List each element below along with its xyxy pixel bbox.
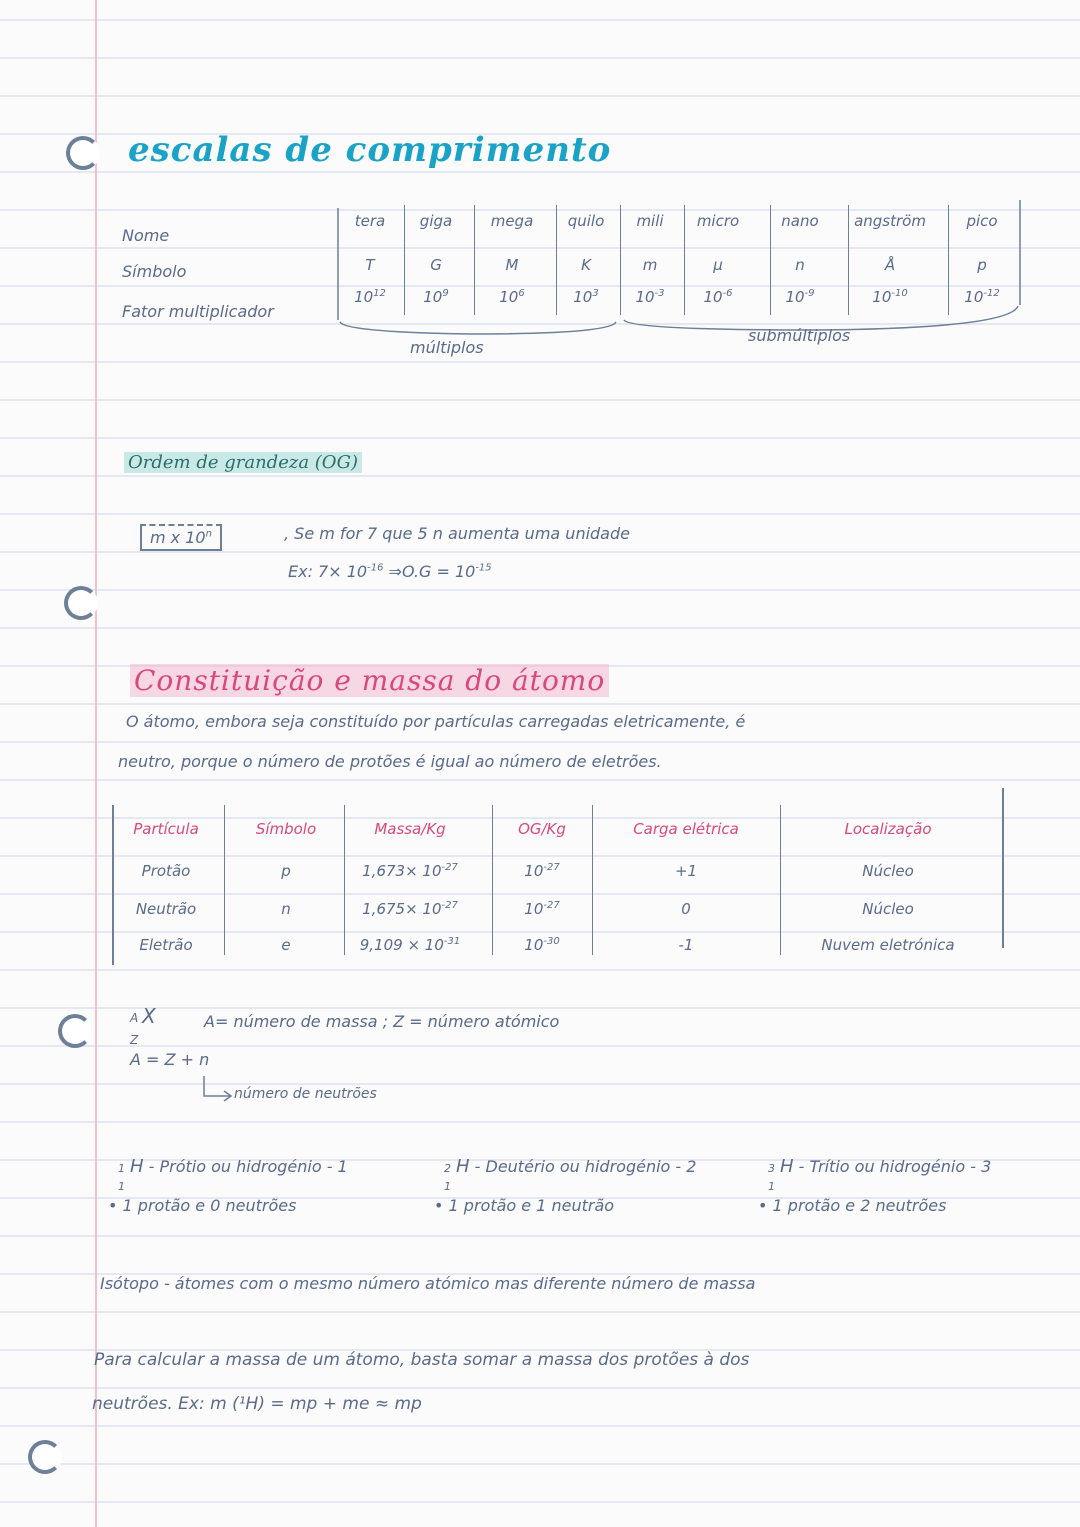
scale-symbol-mega: M: [505, 256, 519, 274]
particle-cell-location: Núcleo: [862, 900, 914, 918]
og-example-exp: -16: [367, 562, 384, 574]
particle-cell-symbol: p: [281, 862, 291, 880]
isotope-mass-number: 1: [118, 1162, 125, 1175]
binder-ring-3: [58, 1014, 92, 1048]
scale-factor-base: 10: [423, 288, 443, 306]
scale-factor-exp: -12: [983, 288, 1000, 299]
particle-header-3: OG/Kg: [518, 820, 566, 838]
particle-og-exp: -27: [543, 862, 560, 873]
scale-name-tera: tera: [354, 212, 386, 230]
isotope-name: - Deutério ou hidrogénio - 2: [474, 1157, 697, 1176]
scale-name-mega: mega: [490, 212, 534, 230]
particle-cell-location: Nuvem eletrónica: [821, 936, 955, 954]
scale-factor-exp: 6: [518, 288, 525, 299]
og-formula-base: m x 10: [150, 528, 206, 547]
particle-header-0: Partícula: [133, 820, 199, 838]
nuclide-notation: [128, 1004, 156, 1047]
particle-cell-symbol: e: [281, 936, 291, 954]
particle-table-border: [112, 805, 114, 965]
isotope-composition-text: 1 protão e 0 neutrões: [122, 1196, 297, 1215]
scale-factor-exp: -9: [804, 288, 815, 299]
scale-factor-base: 10: [785, 288, 805, 306]
particle-og-exp: -27: [543, 900, 560, 911]
og-example: [288, 562, 492, 581]
atom-paragraph-line2: neutro, porque o número de protões é igual ao número de eletrões.: [118, 752, 662, 771]
isotope-composition: [108, 1196, 296, 1215]
nuclide-symbol: X: [142, 1004, 156, 1028]
particle-og-exp: -30: [543, 936, 560, 947]
isotope-atomic-number: 1: [768, 1180, 775, 1193]
og-example-base: Ex: 7× 10: [288, 562, 368, 581]
atom-title-text: Constituição e massa do átomo: [130, 664, 609, 697]
particle-cell-location: Núcleo: [862, 862, 914, 880]
row-label-name: Nome: [122, 226, 170, 245]
scale-factor-exp: 9: [442, 288, 449, 299]
isotope-atomic-number: 1: [444, 1180, 451, 1193]
scale-factor-exp: -3: [654, 288, 665, 299]
particle-table-border: [1002, 788, 1004, 948]
scales-braces: [0, 0, 1080, 380]
particle-og-base: 10: [524, 900, 544, 918]
scale-name-micro: micro: [696, 212, 740, 230]
scale-symbol-mili: m: [642, 256, 658, 274]
scale-symbol-giga: G: [430, 256, 442, 274]
scale-factor-base: 10: [573, 288, 593, 306]
scale-name-pico: pico: [966, 212, 998, 230]
scale-name-angström: angström: [854, 212, 926, 230]
isotope-3: [768, 1156, 992, 1193]
particle-header-2: Massa/Kg: [374, 820, 446, 838]
particle-cell-particle: Eletrão: [139, 936, 193, 954]
binder-ring-2: [64, 586, 98, 620]
bullet-icon: •: [434, 1196, 444, 1215]
particle-mass-exp: -31: [443, 936, 461, 947]
atom-title: [130, 664, 609, 697]
og-example-result: ⇒O.G = 10: [388, 562, 476, 581]
notation-equation: A = Z + n: [130, 1050, 210, 1069]
scale-symbol-tera: T: [365, 256, 375, 274]
particle-mass-exp: -27: [441, 900, 458, 911]
particle-mass-exp: -27: [441, 862, 458, 873]
particle-header-4: Carga elétrica: [633, 820, 739, 838]
scale-name-mili: mili: [636, 212, 664, 230]
scale-factor-exp: 12: [373, 288, 386, 299]
scale-factor-exp: -10: [891, 288, 908, 299]
isotope-1: [118, 1156, 348, 1193]
mass-calc-line1: Para calcular a massa de um átomo, basta somar a massa dos protões à dos: [94, 1350, 750, 1370]
isotope-composition-text: 1 protão e 2 neutrões: [772, 1196, 947, 1215]
isotope-mass-number: 3: [768, 1162, 775, 1175]
particle-mass-base: 1,675× 10: [362, 900, 442, 918]
neutron-note: número de neutrões: [234, 1086, 377, 1102]
particle-mass-base: 1,673× 10: [362, 862, 442, 880]
scale-factor-exp: 3: [592, 288, 599, 299]
arrow-icon: [200, 1074, 236, 1104]
scale-factor-base: 10: [499, 288, 519, 306]
particle-cell-charge: -1: [678, 936, 694, 954]
scale-factor-base: 10: [635, 288, 655, 306]
multiples-label: múltiplos: [410, 338, 484, 357]
nuclide-sup: A: [130, 1011, 139, 1025]
og-formula-exp: n: [205, 528, 212, 540]
scale-symbol-micro: μ: [713, 256, 723, 274]
isotope-composition: [434, 1196, 614, 1215]
particle-og-base: 10: [524, 862, 544, 880]
mass-calc-line2: neutrões. Ex: m (¹H) = mp + me ≈ mp: [92, 1394, 422, 1414]
submultiples-label: submúltiplos: [748, 326, 851, 345]
binder-ring-4: [28, 1440, 62, 1474]
nuclide-sub: Z: [130, 1033, 139, 1047]
particle-column-divider: [780, 805, 781, 955]
scale-symbol-pico: p: [977, 256, 987, 274]
particle-cell-particle: Protão: [141, 862, 191, 880]
bullet-icon: •: [758, 1196, 768, 1215]
scales-title: escalas de comprimento: [128, 130, 612, 170]
particle-cell-particle: Neutrão: [135, 900, 197, 918]
isotope-symbol: H: [456, 1156, 470, 1177]
isotope-symbol: H: [780, 1156, 794, 1177]
scale-name-quilo: quilo: [567, 212, 605, 230]
scale-name-nano: nano: [781, 212, 819, 230]
scale-name-giga: giga: [419, 212, 453, 230]
notation-legend: A= número de massa ; Z = número atómico: [204, 1012, 560, 1031]
particle-cell-symbol: n: [281, 900, 291, 918]
isotope-composition: [758, 1196, 946, 1215]
og-formula: [140, 524, 222, 551]
bullet-icon: •: [108, 1196, 118, 1215]
isotope-name: - Prótio ou hidrogénio - 1: [148, 1157, 348, 1176]
scale-factor-base: 10: [872, 288, 892, 306]
particle-column-divider: [592, 805, 593, 955]
scale-factor-base: 10: [703, 288, 723, 306]
particle-header-5: Localização: [844, 820, 932, 838]
particle-header-1: Símbolo: [255, 820, 317, 838]
row-label-symbol: Símbolo: [122, 262, 187, 281]
particle-mass-base: 9,109 × 10: [359, 936, 444, 954]
scale-factor-base: 10: [354, 288, 374, 306]
scale-symbol-nano: n: [795, 256, 805, 274]
og-title: Ordem de grandeza (OG): [124, 452, 362, 473]
scale-factor-base: 10: [964, 288, 984, 306]
particle-column-divider: [224, 805, 225, 955]
row-label-factor: Fator multiplicador: [122, 302, 274, 321]
isotope-definition: Isótopo - átomes com o mesmo número atómico mas diferente número de massa: [100, 1274, 756, 1293]
particle-cell-charge: +1: [674, 862, 698, 880]
isotope-symbol: H: [130, 1156, 144, 1177]
isotope-mass-number: 2: [444, 1162, 451, 1175]
particle-og-base: 10: [524, 936, 544, 954]
scale-factor-exp: -6: [722, 288, 733, 299]
isotope-name: - Trítio ou hidrogénio - 3: [798, 1157, 992, 1176]
og-example-result-exp: -15: [475, 562, 492, 574]
scale-symbol-angström: Å: [884, 256, 896, 274]
particle-column-divider: [344, 805, 345, 955]
particle-column-divider: [492, 805, 493, 955]
og-rule: , Se m for 7 que 5 n aumenta uma unidade: [284, 524, 630, 543]
isotope-atomic-number: 1: [118, 1180, 125, 1193]
isotope-2: [444, 1156, 697, 1193]
isotope-composition-text: 1 protão e 1 neutrão: [448, 1196, 615, 1215]
particle-cell-charge: 0: [681, 900, 691, 918]
scale-symbol-quilo: K: [581, 256, 591, 274]
atom-paragraph-line1: O átomo, embora seja constituído por partículas carregadas eletricamente, é: [126, 712, 746, 731]
